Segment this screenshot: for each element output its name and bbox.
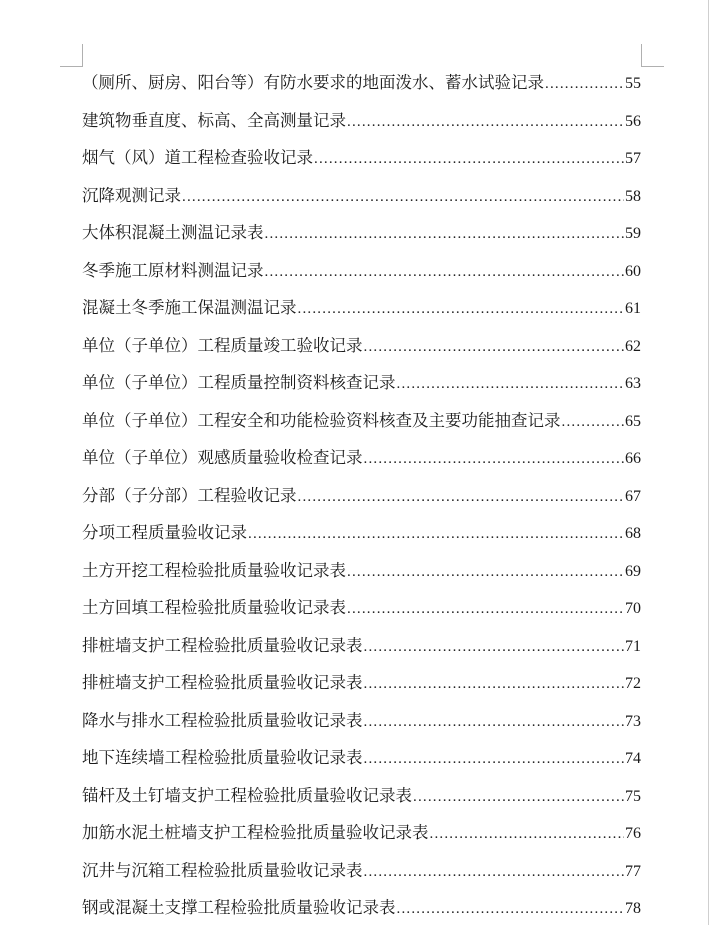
toc-entry-page-number: 65 xyxy=(625,412,641,430)
toc-entry-page-number: 63 xyxy=(625,375,641,392)
toc-entry-page-number: 67 xyxy=(625,487,641,505)
toc-entry[interactable] xyxy=(82,364,641,402)
top-left-crop-mark xyxy=(60,44,83,67)
toc-dot-leader xyxy=(347,554,624,592)
toc-entry[interactable] xyxy=(82,552,641,590)
table-of-contents xyxy=(82,64,641,925)
toc-entry[interactable] xyxy=(82,139,641,177)
toc-entry[interactable] xyxy=(82,402,641,440)
toc-entry-title: 分部（子分部）工程验收记录 xyxy=(82,485,297,505)
toc-dot-leader xyxy=(364,441,625,479)
toc-entry-page-number: 73 xyxy=(625,712,641,730)
toc-entry-title: 分项工程质量验收记录 xyxy=(82,523,247,542)
toc-entry-title: 排桩墙支护工程检验批质量验收记录表 xyxy=(82,635,363,655)
toc-entry-page-number: 78 xyxy=(625,900,641,917)
toc-entry[interactable] xyxy=(82,702,641,740)
toc-entry-title: 沉井与沉箱工程检验批质量验收记录表 xyxy=(82,860,363,880)
toc-entry-title: 单位（子单位）工程质量控制资料核查记录 xyxy=(82,373,396,392)
toc-entry-title: 沉降观测记录 xyxy=(82,185,181,205)
toc-entry[interactable] xyxy=(82,514,641,552)
toc-dot-leader xyxy=(347,104,624,142)
toc-dot-leader xyxy=(364,629,625,667)
toc-entry[interactable] xyxy=(82,64,641,102)
toc-entry-title: 建筑物垂直度、标高、全高测量记录 xyxy=(82,110,346,130)
toc-entry-page-number: 62 xyxy=(625,337,641,355)
toc-dot-leader xyxy=(364,329,625,367)
toc-entry[interactable] xyxy=(82,777,641,815)
toc-entry-page-number: 76 xyxy=(625,825,641,842)
toc-entry-title: 加筋水泥土桩墙支护工程检验批质量验收记录表 xyxy=(82,823,429,842)
toc-entry-page-number: 74 xyxy=(625,750,641,767)
toc-entry-title: 地下连续墙工程检验批质量验收记录表 xyxy=(82,748,363,767)
toc-entry[interactable] xyxy=(82,177,641,215)
toc-entry-title: （厕所、厨房、阳台等）有防水要求的地面泼水、蓄水试验记录 xyxy=(82,73,544,92)
toc-entry-page-number: 59 xyxy=(625,225,641,242)
toc-entry-title: 烟气（风）道工程检查验收记录 xyxy=(82,148,313,167)
toc-dot-leader xyxy=(397,366,625,404)
toc-entry-page-number: 60 xyxy=(625,262,641,280)
toc-dot-leader xyxy=(364,666,625,704)
toc-dot-leader xyxy=(182,179,624,217)
toc-entry[interactable] xyxy=(82,664,641,702)
toc-entry[interactable] xyxy=(82,814,641,852)
toc-entry-title: 单位（子单位）工程安全和功能检验资料核查及主要功能抽查记录 xyxy=(82,410,561,430)
toc-entry-page-number: 66 xyxy=(625,450,641,467)
toc-entry[interactable] xyxy=(82,589,641,627)
toc-entry[interactable] xyxy=(82,102,641,140)
toc-dot-leader xyxy=(314,141,624,179)
toc-entry-title: 排桩墙支护工程检验批质量验收记录表 xyxy=(82,673,363,692)
toc-entry-page-number: 68 xyxy=(625,525,641,542)
toc-entry-page-number: 56 xyxy=(625,112,641,130)
toc-dot-leader xyxy=(298,479,625,517)
toc-entry[interactable] xyxy=(82,477,641,515)
toc-entry-page-number: 72 xyxy=(625,675,641,692)
toc-dot-leader xyxy=(347,591,624,629)
toc-dot-leader xyxy=(413,779,624,817)
toc-dot-leader xyxy=(364,704,625,742)
toc-entry-page-number: 61 xyxy=(625,300,641,317)
toc-entry[interactable] xyxy=(82,889,641,925)
toc-dot-leader xyxy=(364,854,625,892)
toc-entry-page-number: 77 xyxy=(625,862,641,880)
toc-dot-leader xyxy=(397,891,625,925)
toc-entry-page-number: 75 xyxy=(625,787,641,805)
toc-dot-leader xyxy=(248,516,624,554)
toc-entry-title: 钢或混凝土支撑工程检验批质量验收记录表 xyxy=(82,898,396,917)
toc-entry[interactable] xyxy=(82,289,641,327)
toc-entry-title: 单位（子单位）工程质量竣工验收记录 xyxy=(82,335,363,355)
toc-entry-title: 单位（子单位）观感质量验收检查记录 xyxy=(82,448,363,467)
toc-entry-page-number: 70 xyxy=(625,600,641,617)
toc-dot-leader xyxy=(364,741,625,779)
page-edge-line xyxy=(708,0,709,925)
toc-entry-page-number: 57 xyxy=(625,150,641,167)
toc-dot-leader xyxy=(430,816,625,854)
toc-entry[interactable] xyxy=(82,252,641,290)
toc-entry[interactable] xyxy=(82,852,641,890)
toc-entry-title: 降水与排水工程检验批质量验收记录表 xyxy=(82,710,363,730)
toc-entry-page-number: 55 xyxy=(625,75,641,92)
toc-entry-page-number: 58 xyxy=(625,187,641,205)
toc-entry[interactable] xyxy=(82,327,641,365)
toc-entry-page-number: 71 xyxy=(625,637,641,655)
toc-entry-title: 土方回填工程检验批质量验收记录表 xyxy=(82,598,346,617)
top-right-crop-mark xyxy=(641,44,664,67)
toc-entry[interactable] xyxy=(82,627,641,665)
toc-dot-leader xyxy=(545,66,624,104)
toc-entry-title: 冬季施工原材料测温记录 xyxy=(82,260,264,280)
toc-entry[interactable] xyxy=(82,214,641,252)
toc-dot-leader xyxy=(265,216,625,254)
toc-dot-leader xyxy=(298,291,625,329)
toc-entry[interactable] xyxy=(82,739,641,777)
toc-dot-leader xyxy=(562,404,625,442)
toc-dot-leader xyxy=(265,254,625,292)
toc-entry-page-number: 69 xyxy=(625,562,641,580)
toc-entry-title: 混凝土冬季施工保温测温记录 xyxy=(82,298,297,317)
toc-entry-title: 土方开挖工程检验批质量验收记录表 xyxy=(82,560,346,580)
toc-entry[interactable] xyxy=(82,439,641,477)
toc-entry-title: 大体积混凝土测温记录表 xyxy=(82,223,264,242)
toc-entry-title: 锚杆及土钉墙支护工程检验批质量验收记录表 xyxy=(82,785,412,805)
